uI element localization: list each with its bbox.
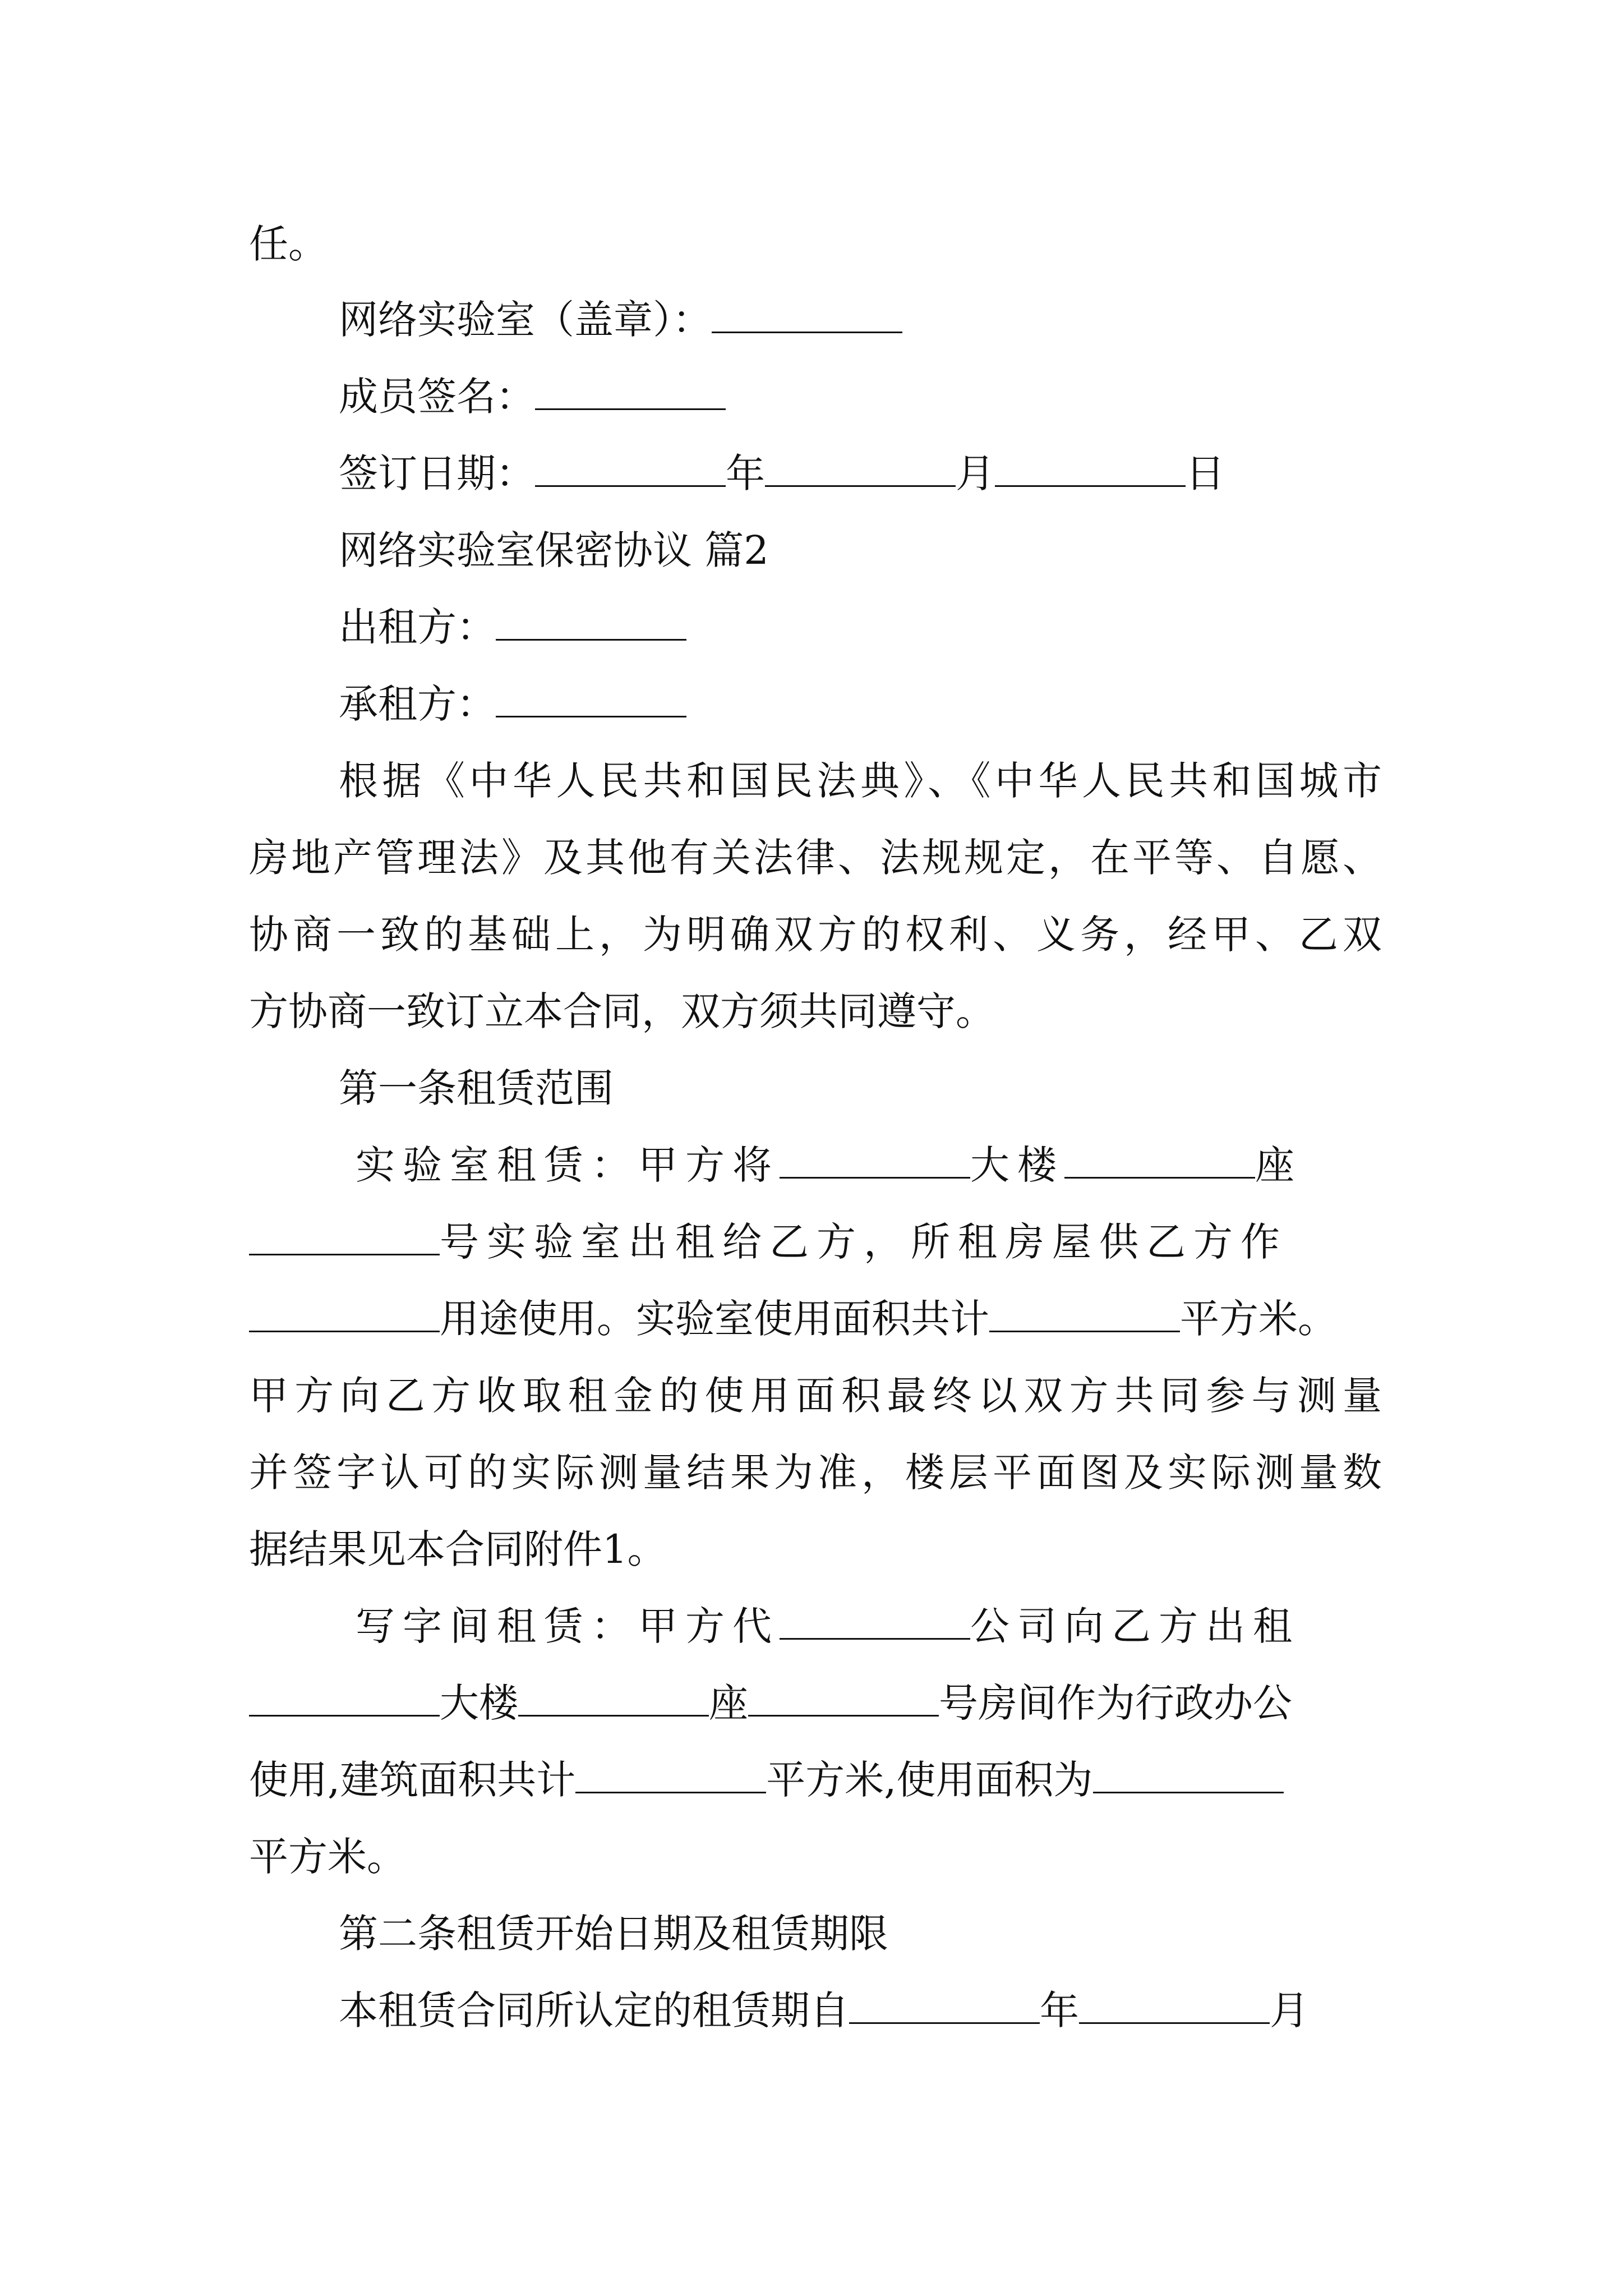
area-blank[interactable] bbox=[989, 1297, 1180, 1332]
paragraph-text: 方协商一致订立本合同，双方须共同遵守。 bbox=[249, 988, 995, 1034]
date-label: 签订日期： bbox=[339, 450, 535, 496]
paragraph-line bbox=[249, 904, 1382, 965]
lab-lease-line bbox=[249, 1134, 1382, 1196]
section-title-text: 网络实验室保密协议 篇2 bbox=[339, 527, 769, 573]
lessor-line bbox=[249, 596, 1382, 658]
office-lease-text: 使用,建筑面积共计 bbox=[249, 1757, 576, 1803]
office-room-blank[interactable] bbox=[748, 1681, 939, 1717]
paragraph-text: 房地产管理法》及其他有关法律、法规规定，在平等、自愿、 bbox=[249, 835, 1382, 881]
article-heading bbox=[249, 1903, 1382, 1964]
lab-lease-line bbox=[249, 1288, 1382, 1350]
paragraph-line bbox=[249, 981, 1382, 1042]
lessor-label: 出租方： bbox=[339, 604, 496, 650]
month-label: 月 bbox=[1270, 1987, 1309, 2033]
block-label: 座 bbox=[709, 1680, 748, 1726]
paragraph-line bbox=[249, 827, 1382, 889]
block-label: 座 bbox=[1255, 1142, 1302, 1188]
article-heading-text: 第一条租赁范围 bbox=[339, 1065, 614, 1111]
office-lease-text: 号房间作为行政办公 bbox=[939, 1680, 1292, 1726]
lab-seal-line bbox=[249, 289, 1382, 351]
area-unit: 平方米。 bbox=[249, 1834, 406, 1880]
paragraph-text: 据结果见本合同附件1。 bbox=[249, 1526, 667, 1572]
room-blank[interactable] bbox=[249, 1220, 440, 1255]
term-year-blank[interactable] bbox=[849, 1989, 1040, 2024]
year-blank[interactable] bbox=[535, 452, 726, 487]
month-blank[interactable] bbox=[765, 452, 956, 487]
paragraph-text: 根据《中华人民共和国民法典》、《中华人民共和国城市 bbox=[339, 758, 1382, 804]
year-label: 年 bbox=[726, 450, 765, 496]
purpose-blank[interactable] bbox=[249, 1297, 440, 1332]
building-blank[interactable] bbox=[780, 1143, 970, 1179]
signing-date-line bbox=[249, 443, 1382, 504]
area-unit: 平方米。 bbox=[1180, 1296, 1337, 1342]
article-heading bbox=[249, 1057, 1382, 1119]
lessee-label: 承租方： bbox=[339, 681, 496, 727]
office-lease-line bbox=[249, 1595, 1382, 1657]
paragraph-line bbox=[249, 750, 1382, 812]
paragraph-line bbox=[249, 1519, 1382, 1580]
building-label: 大楼 bbox=[440, 1680, 518, 1726]
lessee-line bbox=[249, 673, 1382, 735]
month-label: 月 bbox=[956, 450, 995, 496]
signature-blank[interactable] bbox=[535, 375, 726, 410]
block-blank[interactable] bbox=[1064, 1143, 1255, 1179]
lab-lease-text: 号实验室出租给乙方，所租房屋供乙方作 bbox=[440, 1219, 1288, 1265]
building-area-blank[interactable] bbox=[575, 1758, 766, 1793]
lab-lease-text: 用途使用。实验室使用面积共计 bbox=[440, 1296, 989, 1342]
office-building-blank[interactable] bbox=[249, 1681, 440, 1717]
lessee-blank[interactable] bbox=[496, 682, 686, 717]
text-line bbox=[249, 213, 1382, 275]
member-signature-line bbox=[249, 366, 1382, 427]
building-label: 大楼 bbox=[970, 1142, 1064, 1188]
paragraph-text: 协商一致的基础上，为明确双方的权利、义务，经甲、乙双 bbox=[249, 912, 1382, 958]
office-lease-text: 写字间租赁：甲方代 bbox=[356, 1603, 780, 1649]
office-block-blank[interactable] bbox=[518, 1681, 709, 1717]
office-lease-text: 平方米,使用面积为 bbox=[766, 1757, 1093, 1803]
company-blank[interactable] bbox=[780, 1604, 970, 1640]
paragraph-line bbox=[249, 1442, 1382, 1503]
section-title bbox=[249, 519, 1382, 581]
seal-label: 网络实验室（盖章）： bbox=[339, 297, 712, 343]
year-label: 年 bbox=[1040, 1987, 1079, 2033]
day-label: 日 bbox=[1186, 450, 1225, 496]
line-text: 任。 bbox=[249, 221, 328, 267]
paragraph-text: 并签字认可的实际测量结果为准，楼层平面图及实际测量数 bbox=[249, 1450, 1382, 1496]
lessor-blank[interactable] bbox=[496, 605, 686, 641]
office-lease-line bbox=[249, 1826, 1382, 1888]
paragraph-line bbox=[249, 1365, 1382, 1427]
article-heading-text: 第二条租赁开始日期及租赁期限 bbox=[339, 1911, 888, 1957]
lab-lease-line bbox=[249, 1211, 1382, 1273]
lease-term-text: 本租赁合同所认定的租赁期自 bbox=[339, 1987, 849, 2033]
office-lease-line bbox=[249, 1672, 1382, 1734]
office-lease-line bbox=[249, 1749, 1382, 1811]
usable-area-blank[interactable] bbox=[1093, 1758, 1284, 1793]
paragraph-text: 甲方向乙方收取租金的使用面积最终以双方共同参与测量 bbox=[249, 1373, 1382, 1419]
term-month-blank[interactable] bbox=[1079, 1989, 1270, 2024]
lease-term-line bbox=[249, 1980, 1382, 2041]
seal-blank[interactable] bbox=[712, 298, 902, 333]
day-blank[interactable] bbox=[995, 452, 1186, 487]
signature-label: 成员签名： bbox=[339, 374, 535, 420]
office-lease-text: 公司向乙方出租 bbox=[970, 1603, 1300, 1649]
lab-lease-text: 实验室租赁：甲方将 bbox=[356, 1142, 780, 1188]
